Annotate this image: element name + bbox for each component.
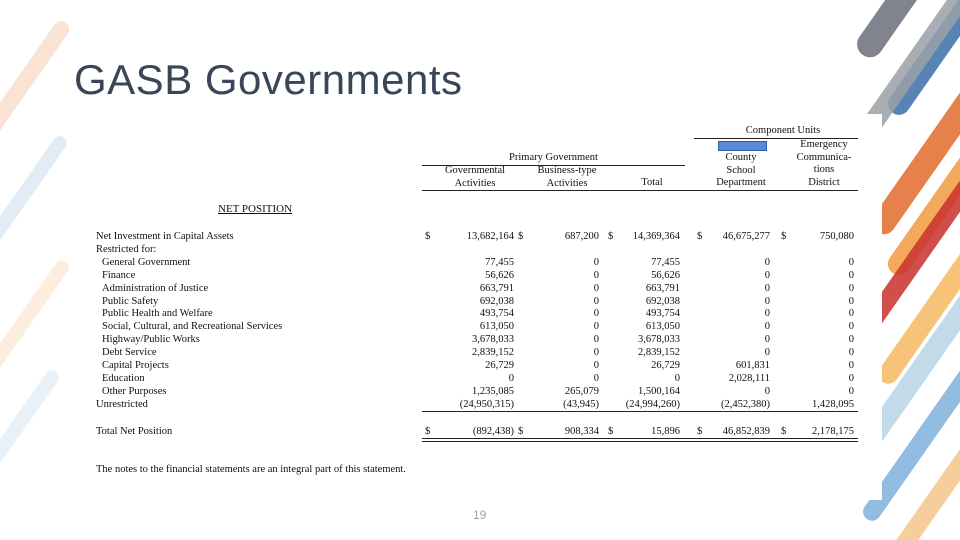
row-value: 26,729 (651, 360, 680, 371)
row-value: (24,950,315) (459, 398, 514, 410)
header-col-emergency: Emergency Communica- tions District (796, 139, 852, 188)
section-title-net-position: NET POSITION (218, 203, 293, 215)
row-value: 0 (674, 372, 680, 384)
row-value: 0 (593, 308, 599, 320)
currency-symbol: $ (781, 231, 787, 242)
row-value: 0 (848, 347, 854, 359)
currency-symbol: $ (781, 425, 787, 437)
row-value: 0 (848, 269, 854, 281)
row-value: 0 (593, 334, 599, 346)
row-value: 2,028,111 (728, 372, 770, 384)
row-value: 46,852,839 (722, 425, 770, 437)
row-value: 687,200 (564, 231, 599, 242)
header-col-governmental: Governmental Activities (444, 165, 506, 189)
page-number: 19 (473, 508, 487, 522)
table-row (84, 256, 882, 269)
row-value: 2,839,152 (472, 347, 514, 359)
currency-symbol: $ (425, 425, 431, 437)
header-col-county-school: County School Department (716, 152, 766, 188)
row-value: 0 (764, 295, 770, 307)
row-value: 0 (848, 334, 854, 346)
currency-symbol: $ (697, 231, 703, 242)
row-label: Highway/Public Works (102, 334, 200, 346)
row-value: 0 (764, 321, 770, 333)
row-value: 0 (848, 372, 854, 384)
row-value: 0 (848, 385, 854, 397)
row-value: 0 (508, 372, 514, 384)
table-row (84, 372, 882, 385)
row-value: 265,079 (564, 385, 599, 397)
row-value: 0 (764, 347, 770, 359)
row-label: Debt Service (102, 347, 157, 359)
table-row (84, 307, 882, 320)
row-label: Other Purposes (102, 385, 167, 397)
row-value: 3,678,033 (638, 334, 680, 346)
row-value: 0 (593, 347, 599, 359)
blue-highlight-marker (718, 141, 767, 151)
row-value: 1,235,085 (472, 385, 514, 397)
currency-symbol: $ (518, 425, 524, 437)
row-value: 0 (848, 282, 854, 294)
table-row (84, 398, 882, 411)
row-value: 2,839,152 (638, 347, 680, 359)
row-value: 1,500,164 (638, 385, 680, 397)
table-row (84, 282, 882, 295)
row-value: (892,438) (472, 425, 514, 437)
row-label: Net Investment in Capital Assets (96, 231, 234, 242)
row-label: Social, Cultural, and Recreational Services (102, 321, 283, 333)
currency-symbol: $ (697, 425, 703, 437)
table-row (84, 333, 882, 346)
table-row (84, 425, 882, 438)
row-value: (43,945) (563, 398, 599, 410)
row-value: 750,080 (819, 231, 854, 242)
row-value: 46,675,277 (722, 231, 770, 242)
row-value: 0 (764, 282, 770, 294)
row-value: 15,896 (651, 425, 680, 437)
row-value: 0 (848, 308, 854, 320)
financial-statement-image (84, 114, 882, 500)
row-value: 1,428,095 (812, 398, 854, 410)
subtotal-rule (422, 411, 858, 412)
row-value: 0 (764, 334, 770, 346)
row-value: (2,452,380) (721, 398, 770, 410)
row-label: Education (102, 372, 145, 384)
row-value: 0 (593, 269, 599, 281)
table-row (84, 295, 882, 308)
row-value: 3,678,033 (472, 334, 514, 346)
row-value: 0 (848, 321, 854, 333)
row-label: Capital Projects (102, 360, 169, 371)
table-row (84, 230, 882, 243)
row-value: 692,038 (645, 295, 680, 307)
row-label: General Government (102, 256, 191, 268)
row-value: 601,831 (735, 360, 770, 371)
row-label: Restricted for: (96, 243, 157, 255)
row-value: 0 (848, 360, 854, 371)
currency-symbol: $ (608, 231, 614, 242)
currency-symbol: $ (518, 231, 524, 242)
header-col-business-type: Business-type Activities (537, 165, 597, 189)
row-value: 0 (593, 372, 599, 384)
row-value: 0 (593, 256, 599, 268)
row-value: 0 (593, 321, 599, 333)
currency-symbol: $ (608, 425, 614, 437)
row-value: 14,369,364 (632, 231, 680, 242)
table-row (84, 243, 882, 256)
row-value: 0 (764, 308, 770, 320)
table-row (84, 385, 882, 398)
row-value: 56,626 (651, 269, 680, 281)
row-value: 77,455 (485, 256, 514, 268)
row-value: 613,050 (479, 321, 514, 333)
currency-symbol: $ (425, 231, 431, 242)
table-row (84, 269, 882, 282)
header-col-total: Total (641, 177, 663, 188)
header-bottom-rule (422, 190, 858, 191)
table-row (84, 359, 882, 372)
row-label: Public Health and Welfare (102, 308, 213, 320)
row-value: (24,994,260) (625, 398, 680, 410)
row-value: 493,754 (479, 308, 514, 320)
row-value: 77,455 (651, 256, 680, 268)
row-value: 0 (593, 282, 599, 294)
slide-title: GASB Governments (74, 56, 463, 103)
row-label: Public Safety (102, 295, 159, 307)
row-value: 0 (848, 295, 854, 307)
row-value: 56,626 (485, 269, 514, 281)
statement-footnote: The notes to the financial statements are an integral part of this statement. (96, 464, 406, 475)
row-value: 493,754 (645, 308, 680, 320)
row-label: Unrestricted (96, 398, 148, 410)
row-label: Administration of Justice (102, 282, 209, 294)
row-value: 0 (593, 295, 599, 307)
row-value: 13,682,164 (466, 231, 514, 242)
row-value: 0 (764, 385, 770, 397)
row-value: 2,178,175 (812, 425, 854, 437)
row-value: 0 (848, 256, 854, 268)
total-double-rule (422, 438, 858, 442)
table-row (84, 346, 882, 359)
row-label: Total Net Position (96, 425, 173, 437)
header-primary-government: Primary Government (509, 152, 598, 163)
row-value: 663,791 (479, 282, 514, 294)
row-value: 0 (764, 256, 770, 268)
row-value: 0 (764, 269, 770, 281)
header-component-units: Component Units (745, 125, 821, 136)
row-value: 663,791 (645, 282, 680, 294)
row-value: 613,050 (645, 321, 680, 333)
row-value: 0 (593, 360, 599, 371)
row-label: Finance (102, 269, 136, 281)
row-value: 908,334 (564, 425, 599, 437)
row-value: 26,729 (485, 360, 514, 371)
table-row (84, 320, 882, 333)
row-value: 692,038 (479, 295, 514, 307)
